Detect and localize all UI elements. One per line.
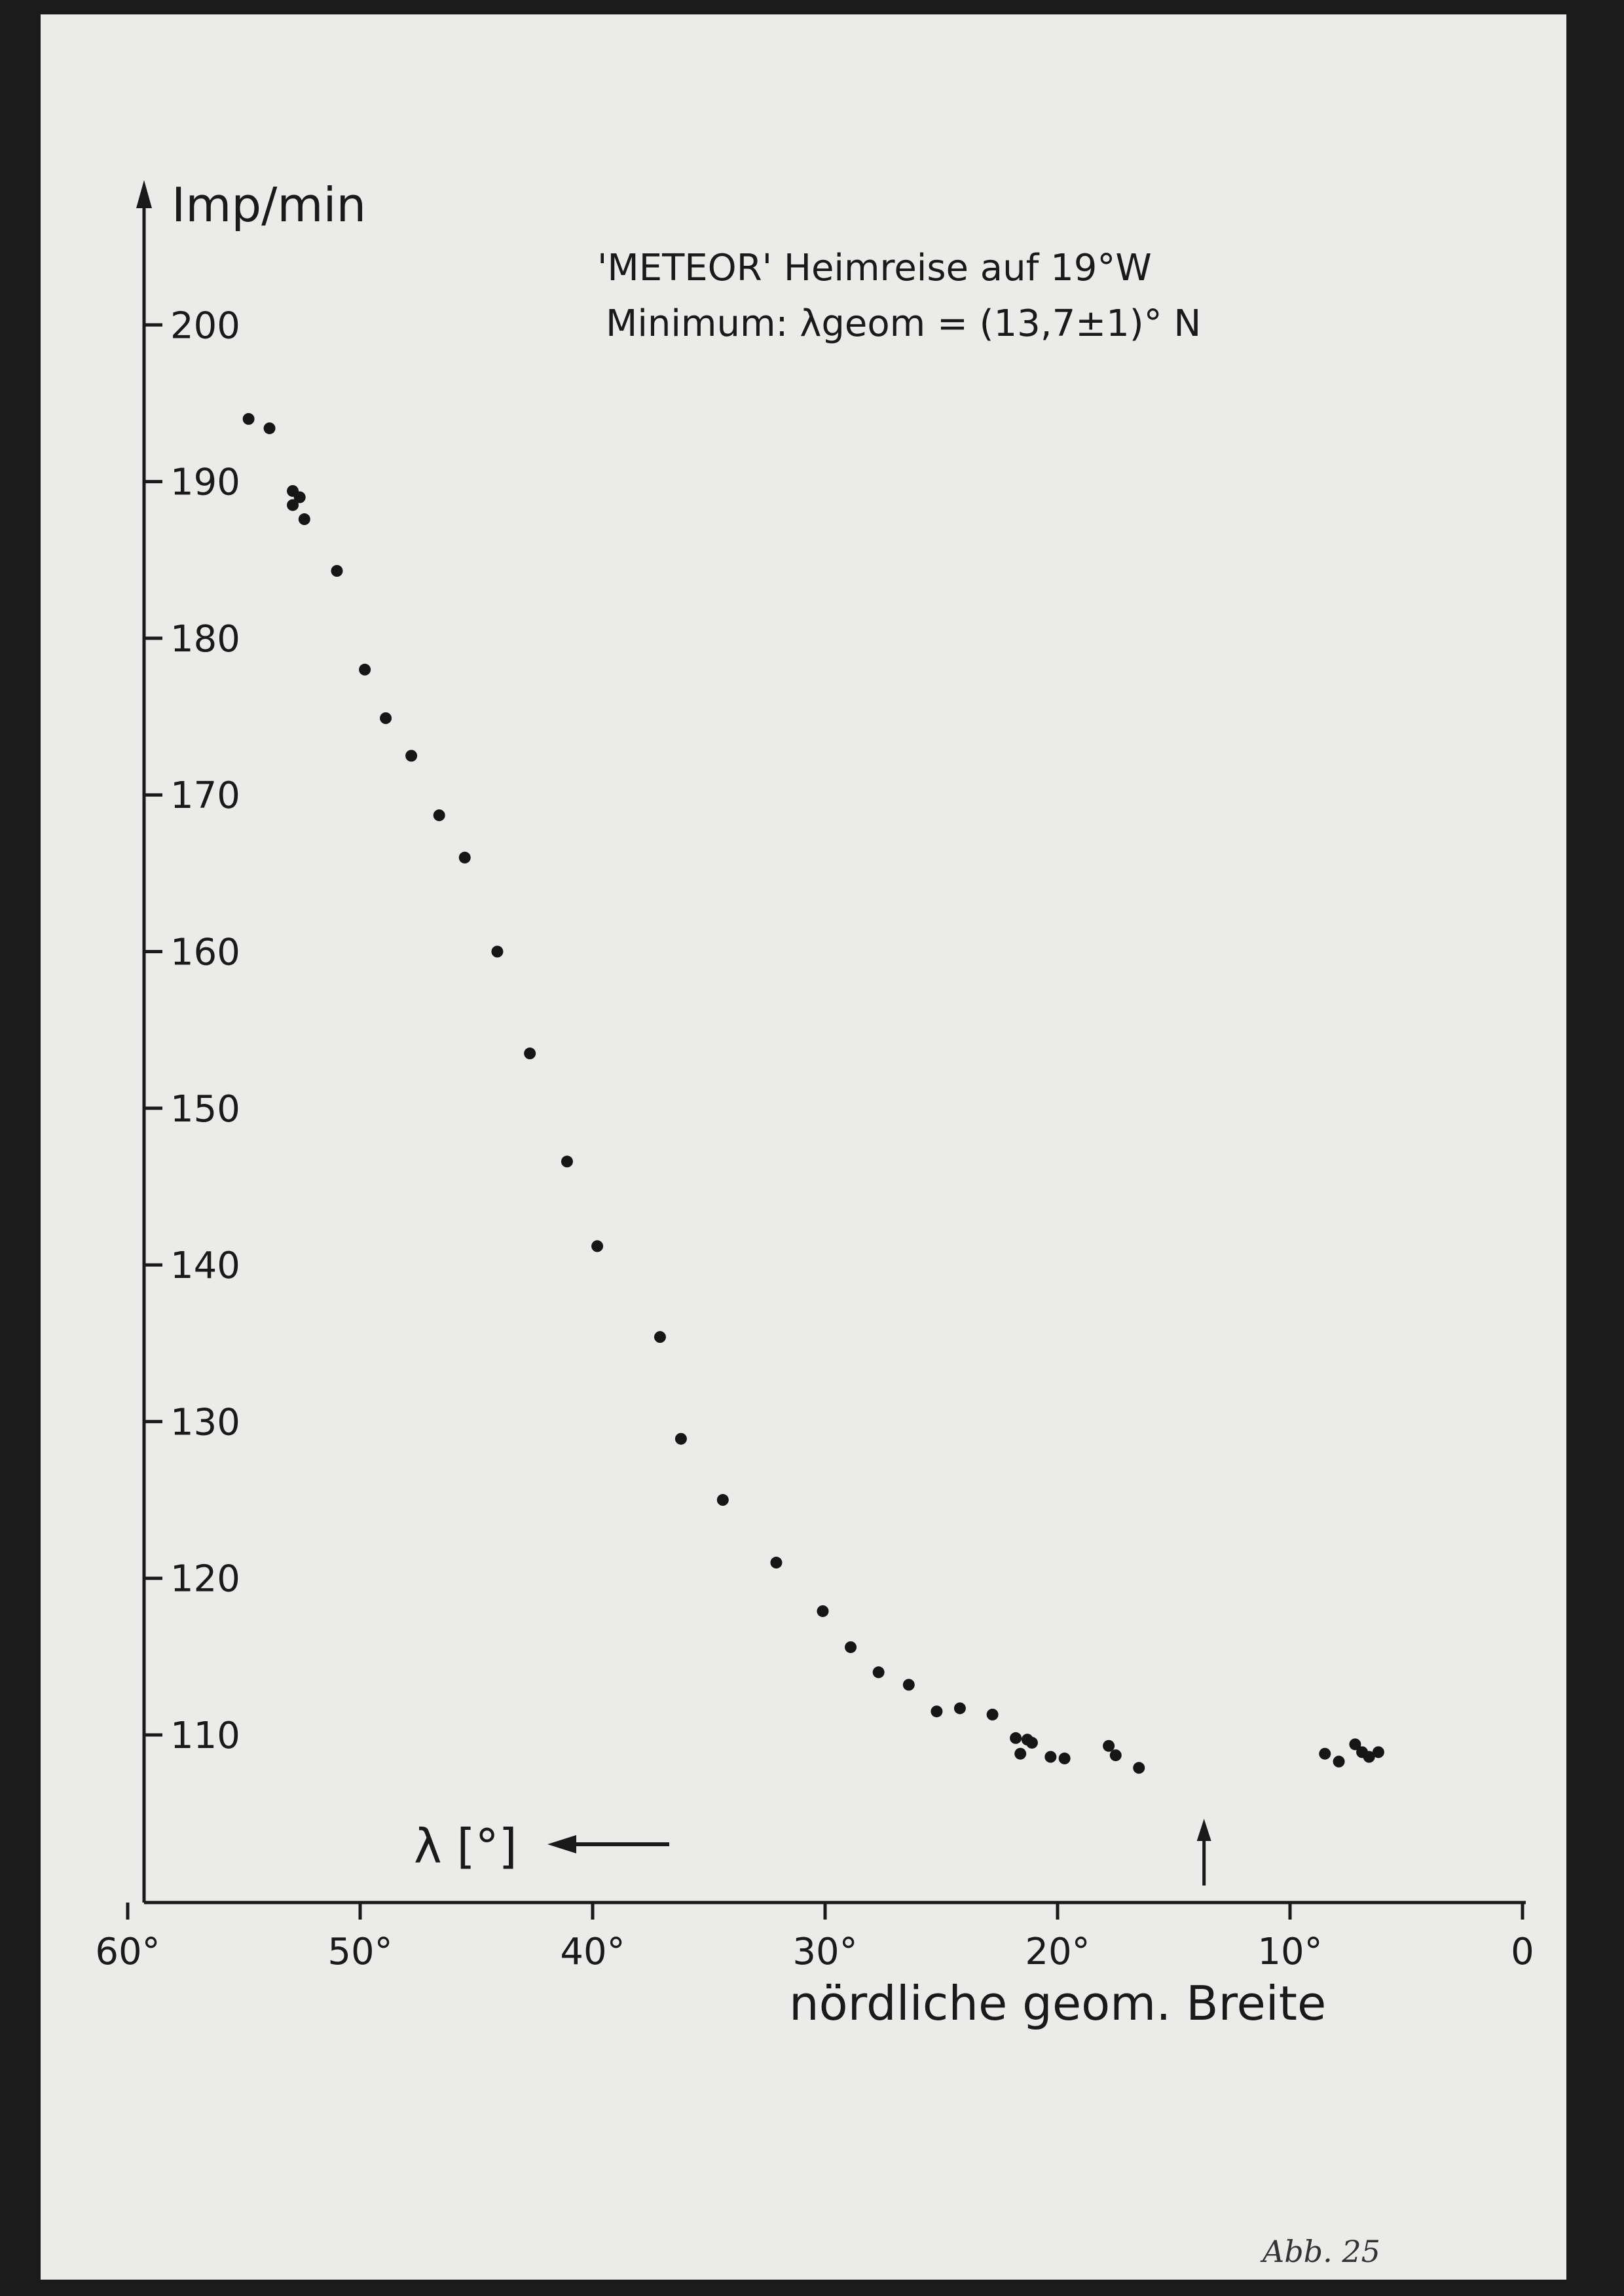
data-point [873, 1666, 885, 1678]
x-tick-label: 20° [1025, 1931, 1090, 1973]
data-point [359, 664, 371, 676]
data-point [264, 422, 276, 434]
x-axis-label: nördliche geom. Breite [789, 1976, 1327, 2031]
data-point [817, 1605, 828, 1617]
data-point [524, 1048, 536, 1059]
data-point [491, 946, 503, 958]
data-point [1333, 1756, 1345, 1768]
x-ticks [95, 1903, 1534, 1973]
data-point [243, 413, 255, 425]
data-point [931, 1705, 942, 1717]
data-point [770, 1557, 782, 1569]
direction-label: λ [°] [414, 1819, 517, 1874]
x-tick-label: 10° [1257, 1931, 1323, 1973]
y-tick-label: 110 [170, 1715, 240, 1757]
figure-number: Abb. 25 [1263, 2234, 1380, 2269]
direction-arrow [547, 1835, 669, 1853]
y-tick-label: 180 [170, 617, 240, 661]
data-point [299, 513, 310, 525]
chart-subtitle: Minimum: λgeom = (13,7±1)° N [606, 302, 1202, 345]
minimum-marker-arrow [1197, 1819, 1211, 1886]
data-point [1103, 1740, 1115, 1752]
data-point [675, 1433, 687, 1445]
data-point [1133, 1762, 1145, 1774]
data-point [1044, 1751, 1056, 1763]
data-point [903, 1679, 915, 1690]
y-tick-label: 170 [170, 774, 240, 818]
data-point [1026, 1737, 1038, 1749]
data-point [654, 1331, 666, 1343]
data-point [1373, 1746, 1384, 1758]
x-tick-label: 30° [792, 1931, 858, 1973]
data-point [1014, 1748, 1026, 1760]
data-point [987, 1709, 999, 1721]
y-tick-label: 190 [170, 461, 240, 504]
data-point [287, 499, 299, 511]
x-tick-label: 50° [327, 1931, 393, 1973]
y-axis-arrowhead [136, 180, 152, 208]
data-point [331, 565, 343, 577]
y-axis-label: Imp/min [172, 177, 367, 232]
data-point [1010, 1732, 1022, 1744]
data-point [845, 1641, 857, 1653]
x-tick-label: 40° [560, 1931, 625, 1973]
axes [136, 180, 1526, 1903]
y-tick-label: 140 [170, 1245, 240, 1288]
y-tick-label: 200 [170, 304, 240, 348]
y-tick-label: 160 [170, 931, 240, 974]
x-tick-label: 0 [1511, 1931, 1534, 1973]
data-point [954, 1702, 966, 1714]
x-tick-label: 60° [95, 1931, 160, 1973]
data-points [243, 413, 1384, 1774]
data-point [434, 809, 445, 821]
minimum-marker-head [1197, 1819, 1211, 1841]
data-point [561, 1156, 573, 1167]
data-point [380, 712, 392, 724]
y-ticks [144, 304, 240, 1757]
data-point [1110, 1749, 1122, 1761]
data-point [1319, 1748, 1331, 1760]
y-tick-label: 150 [170, 1087, 240, 1131]
data-point [459, 852, 471, 864]
y-tick-label: 120 [170, 1558, 240, 1601]
data-point [591, 1240, 603, 1252]
chart-title: 'METEOR' Heimreise auf 19°W [597, 247, 1152, 289]
y-tick-label: 130 [170, 1401, 240, 1444]
data-point [405, 750, 417, 761]
data-point [717, 1494, 729, 1506]
data-point [1059, 1753, 1071, 1764]
